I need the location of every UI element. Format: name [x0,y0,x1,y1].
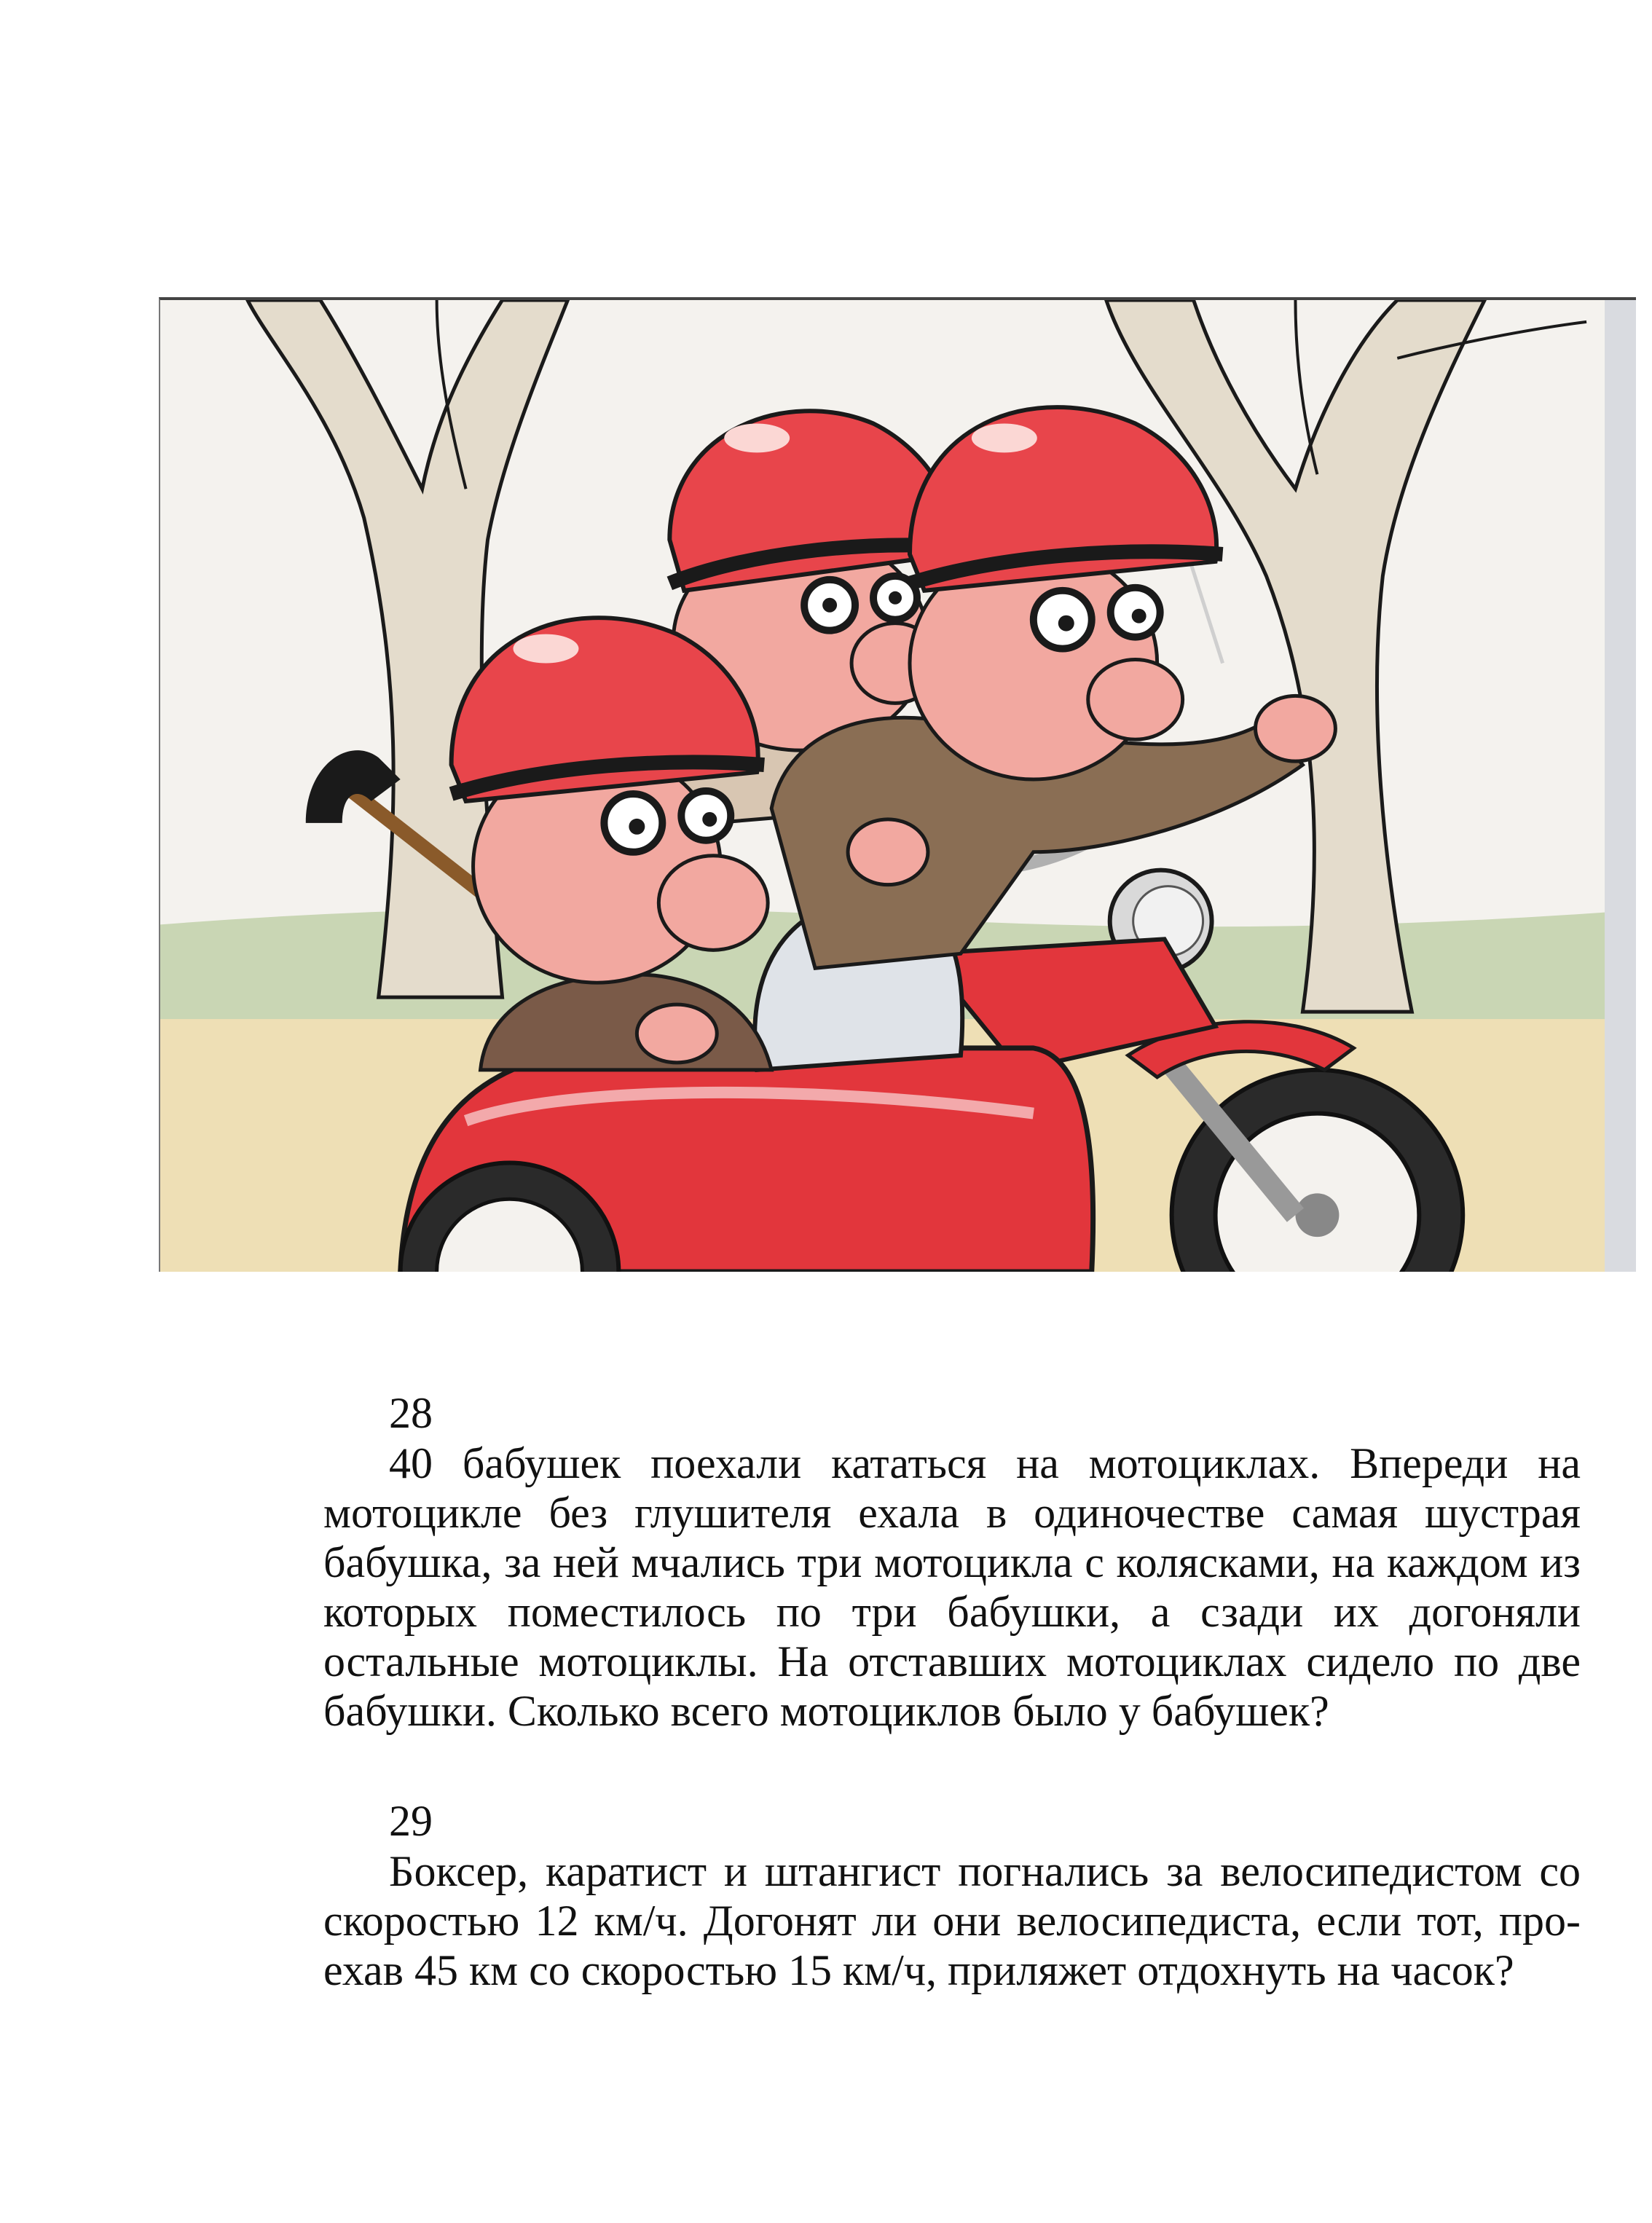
problem-28-text: 40 бабушек поехали кататься на мотоциклах. Впереди на мотоцикле без глушителя ехала в одиночестве самая шустрая бабушка, за ней мчались три мотоцикла с колясками, на каждом из которых поместилось по три бабушки, а сзади их догоняли остальные мотоциклы. На отставших мотоциклах сидело по две бабушки. Сколько всего мотоциклов было у бабушек? [323,1439,1581,1735]
grandmothers-on-motorcycle-illustration [159,297,1636,1272]
problem-29-text: Боксер, каратист и штангист погнались за велосипедистом со скоростью 12 км/ч. Догонят ли они велосипедиста, если тот, про-ехав 45 км со скоростью 15 км/ч, приляжет отдохнуть на часок? [323,1847,1581,1994]
problem-29-number: 29 [389,1797,433,1845]
problem-28-number: 28 [389,1389,433,1437]
page-edge-shadow [1605,300,1636,1272]
sidecar [401,1048,1093,1272]
